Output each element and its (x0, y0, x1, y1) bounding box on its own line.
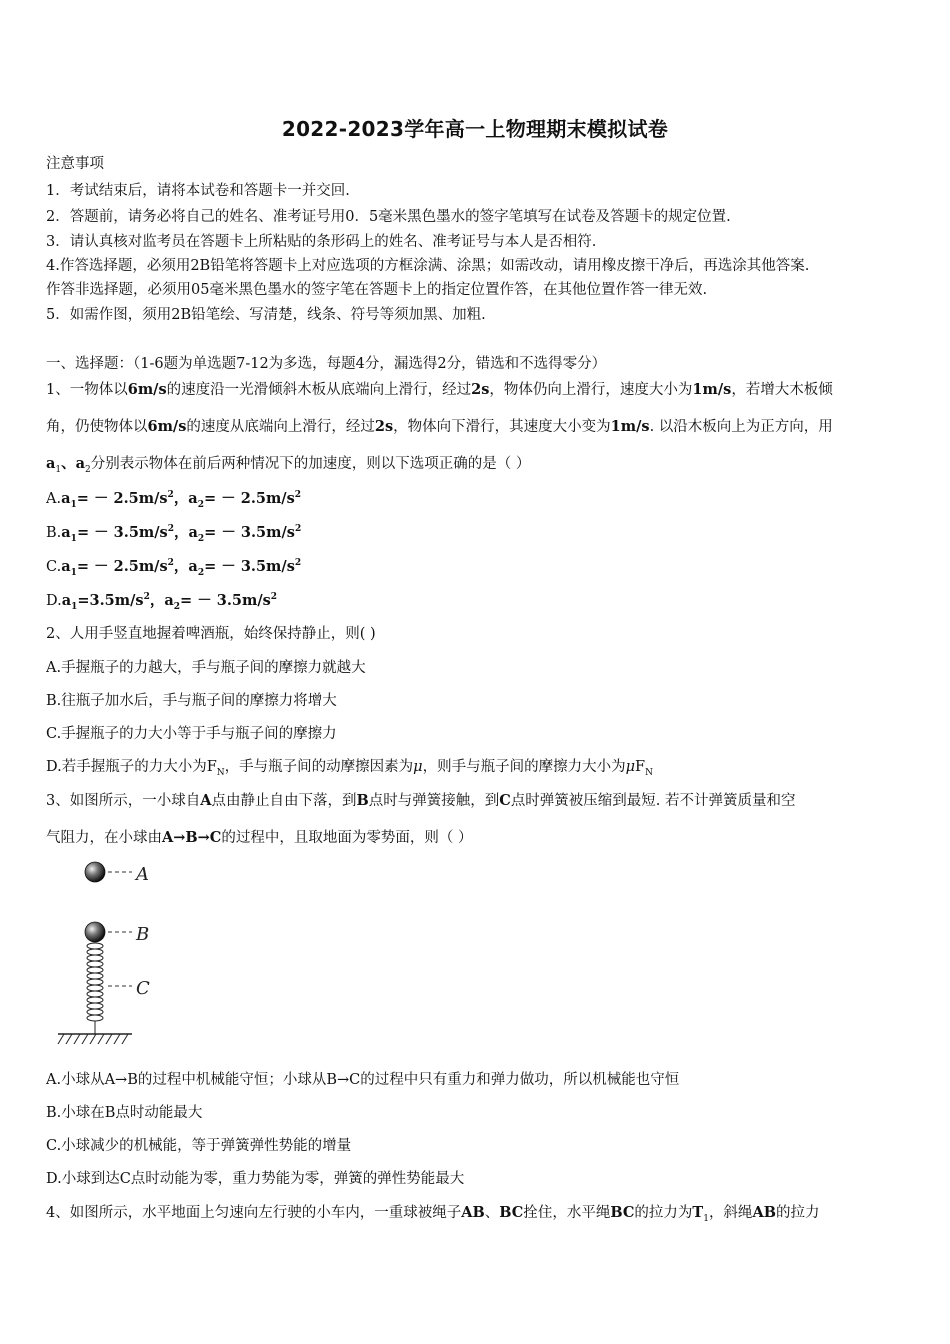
label-a: A (136, 864, 149, 885)
notice-item: 2．答题前，请务必将自己的姓名、准考证号用0．5毫米黑色墨水的签字笔填写在试卷及答题卡的规定位置. (46, 209, 731, 225)
q1-stem-line1: 1、一物体以6m/s的速度沿一光滑倾斜木板从底端向上滑行，经过2s，物体仍向上滑行，速度大小为1m/s，若增大木板倾 (46, 381, 833, 398)
spring (87, 943, 103, 1034)
notice-item: 3．请认真核对监考员在答题卡上所粘贴的条形码上的姓名、准考证号与本人是否相符. (46, 234, 597, 250)
ball-b (85, 922, 105, 942)
q3-stem-line1: 3、如图所示，一小球自A点由静止自由下落，到B点时与弹簧接触，到C点时弹簧被压缩到最短. 若不计弹簧质量和空 (46, 792, 796, 809)
notice-item: 4.作答选择题，必须用2B铅笔将答题卡上对应选项的方框涂满、涂黑；如需改动，请用橡皮擦干净后，再选涂其他答案. (46, 258, 810, 274)
label-c: C (136, 978, 150, 999)
page-title: 2022-2023学年高一上物理期末模拟试卷 (281, 117, 669, 141)
ground (58, 1034, 132, 1044)
q4-stem: 4、如图所示，水平地面上匀速向左行驶的小车内，一重球被绳子AB、BC拴住，水平绳BC的拉力为$T_1$，斜绳AB的拉力 (46, 1204, 820, 1224)
q2-option-d: D.若手握瓶子的力大小为$F_N$，手与瓶子间的动摩擦因素为μ，则手与瓶子间的摩擦力大小为$\mu F_N$ (46, 759, 653, 778)
notice-item: 1．考试结束后，请将本试卷和答题卡一并交回. (46, 183, 350, 199)
q1-option-c: $C.a_1= - 2.5m/s^2$，$a_2= - 3.5m/s^2$ (46, 558, 302, 578)
q2-option-a: A.手握瓶子的力越大，手与瓶子间的摩擦力就越大 (46, 660, 366, 676)
notice-item: 作答非选择题，必须用05毫米黑色墨水的签字笔在答题卡上的指定位置作答，在其他位置作答一律无效. (46, 282, 708, 298)
q1-stem-line3: $a_1$、$a_2$分别表示物体在前后两种情况下的加速度，则以下选项正确的是（ ） (46, 455, 531, 475)
ball-a (85, 862, 105, 882)
section-heading: 一、选择题：（1-6题为单选题7-12为多选，每题4分，漏选得2分，错选和不选得零分） (46, 356, 607, 372)
spring-ball-diagram (50, 852, 170, 1052)
q2-option-b: B.往瓶子加水后，手与瓶子间的摩擦力将增大 (46, 693, 337, 709)
notice-item: 5．如需作图，须用2B铅笔绘、写清楚，线条、符号等须加黑、加粗. (46, 307, 486, 323)
q3-stem-line2: 气阻力，在小球由A→B→C的过程中，且取地面为零势面，则（ ） (46, 829, 473, 846)
label-b: B (136, 924, 150, 945)
notice-heading: 注意事项 (46, 156, 104, 172)
q1-option-d: $D.a_1=3.5m/s^2$，$a_2= - 3.5m/s^2$ (46, 592, 278, 612)
q3-option-a: A.小球从A→B的过程中机械能守恒；小球从B→C的过程中只有重力和弹力做功，所以机械能也守恒 (46, 1072, 680, 1088)
q3-option-c: C.小球减少的机械能，等于弹簧弹性势能的增量 (46, 1138, 352, 1154)
q2-stem: 2、人用手竖直地握着啤酒瓶，始终保持静止，则( ) (46, 626, 376, 642)
q3-option-b: B.小球在B点时动能最大 (46, 1105, 203, 1121)
q1-option-b: $B.a_1= - 3.5m/s^2$，$a_2= - 3.5m/s^2$ (46, 524, 302, 544)
q2-option-c: C.手握瓶子的力大小等于手与瓶子间的摩擦力 (46, 726, 337, 742)
q3-option-d: D.小球到达C点时动能为零，重力势能为零，弹簧的弹性势能最大 (46, 1171, 465, 1187)
q1-option-a: $A.a_1= - 2.5m/s^2$，$a_2= - 2.5m/s^2$ (46, 490, 302, 510)
q1-stem-line2: 角，仍使物体以6m/s的速度从底端向上滑行，经过2s，物体向下滑行，其速度大小变为1m/s. 以沿木板向上为正方向，用 (46, 418, 833, 435)
